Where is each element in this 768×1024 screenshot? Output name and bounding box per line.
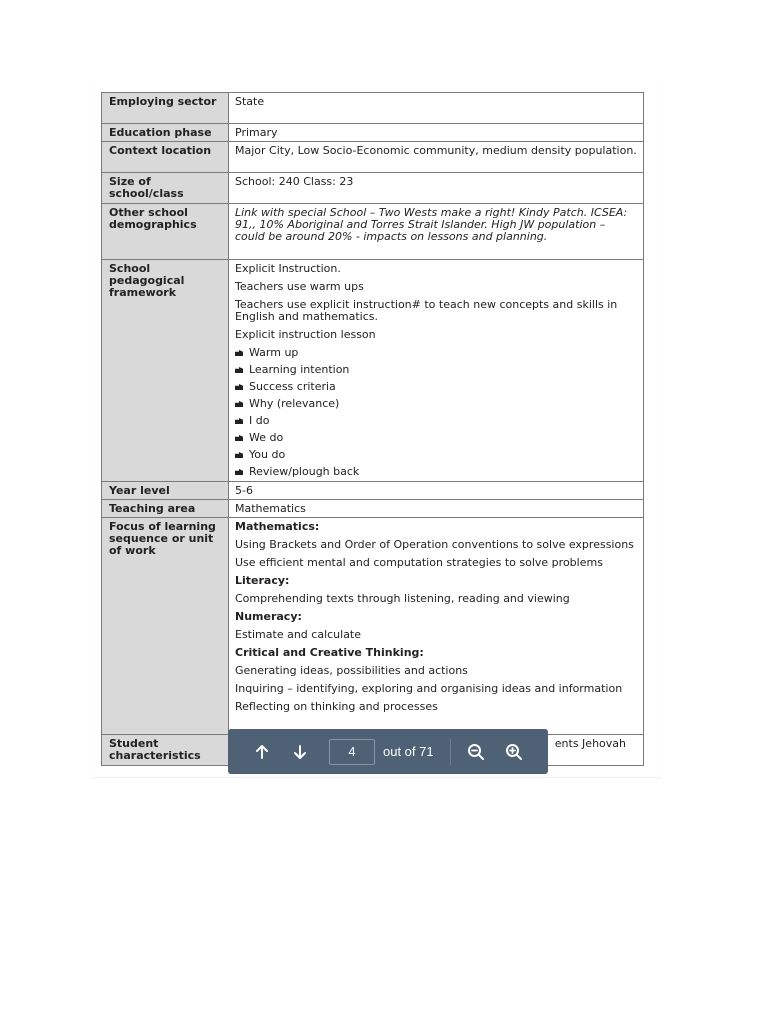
row-label: Teaching area xyxy=(102,500,229,518)
pedagogy-line: Teachers use warm ups xyxy=(235,280,364,293)
row-value: 5-6 xyxy=(229,482,644,500)
row-label: Other school demographics xyxy=(102,204,229,260)
pedagogy-cell xyxy=(229,260,644,482)
zoom-in-button[interactable] xyxy=(495,729,533,774)
page-total-label: out of 71 xyxy=(383,744,434,759)
student-characteristics-value: ents Jehovah xyxy=(554,737,626,750)
zoom-in-icon xyxy=(505,743,523,761)
section-heading: Numeracy: xyxy=(235,610,302,623)
row-label: Year level xyxy=(102,482,229,500)
focus-line: Reflecting on thinking and processes xyxy=(235,700,438,713)
row-value: Major City, Low Socio-Economic community, medium density population. xyxy=(229,142,644,173)
pedagogy-line: Teachers use explicit instruction# to teach new concepts and skills in English and mathematics. xyxy=(235,298,618,323)
row-value: School: 240 Class: 23 xyxy=(229,173,644,204)
row-label: Student characteristics xyxy=(102,735,229,766)
section-heading: Literacy: xyxy=(235,574,290,587)
school-context-table xyxy=(101,92,644,766)
focus-line: Generating ideas, possibilities and actions xyxy=(235,664,468,677)
page-number-input[interactable] xyxy=(329,739,375,765)
list-item: I do xyxy=(235,415,638,427)
next-page-button[interactable] xyxy=(281,729,319,774)
zoom-out-button[interactable] xyxy=(457,729,495,774)
list-item: You do xyxy=(235,449,638,461)
arrow-up-icon xyxy=(254,744,270,760)
list-item: We do xyxy=(235,432,638,444)
arrow-down-icon xyxy=(292,744,308,760)
toolbar-divider xyxy=(450,739,451,765)
row-label: Employing sector xyxy=(102,93,229,124)
row-value: State xyxy=(229,93,644,124)
previous-page-button[interactable] xyxy=(243,729,281,774)
row-value: Link with special School – Two Wests make a right! Kindy Patch. ICSEA: 91,, 10% Aboriginal and Torres Strait Islander. High JW population – could be around 20% - impacts on lessons and planning. xyxy=(229,204,644,260)
focus-line: Comprehending texts through listening, reading and viewing xyxy=(235,592,570,605)
focus-cell xyxy=(229,518,644,735)
row-value: Mathematics xyxy=(229,500,644,518)
list-item: Why (relevance) xyxy=(235,398,638,410)
section-heading: Critical and Creative Thinking: xyxy=(235,646,424,659)
list-item: Warm up xyxy=(235,347,638,359)
pedagogy-line: Explicit Instruction. xyxy=(235,263,341,275)
row-label: Education phase xyxy=(102,124,229,142)
pedagogy-line: Explicit instruction lesson xyxy=(235,328,376,341)
focus-line: Inquiring – identifying, exploring and organising ideas and information xyxy=(235,682,623,695)
focus-line: Use efficient mental and computation strategies to solve problems xyxy=(235,556,603,569)
list-item: Success criteria xyxy=(235,381,638,393)
row-value: Primary xyxy=(229,124,644,142)
section-heading: Mathematics: xyxy=(235,521,320,533)
row-label: Context location xyxy=(102,142,229,173)
list-item: Learning intention xyxy=(235,364,638,376)
zoom-out-icon xyxy=(467,743,485,761)
row-label: Size of school/class xyxy=(102,173,229,204)
focus-line: Estimate and calculate xyxy=(235,628,362,641)
row-label: Focus of learning sequence or unit of work xyxy=(102,518,229,735)
list-item: Review/plough back xyxy=(235,466,638,478)
focus-line: Using Brackets and Order of Operation conventions to solve expressions xyxy=(235,538,634,551)
row-label: School pedagogical framework xyxy=(102,260,229,482)
pdf-toolbar xyxy=(228,729,548,774)
